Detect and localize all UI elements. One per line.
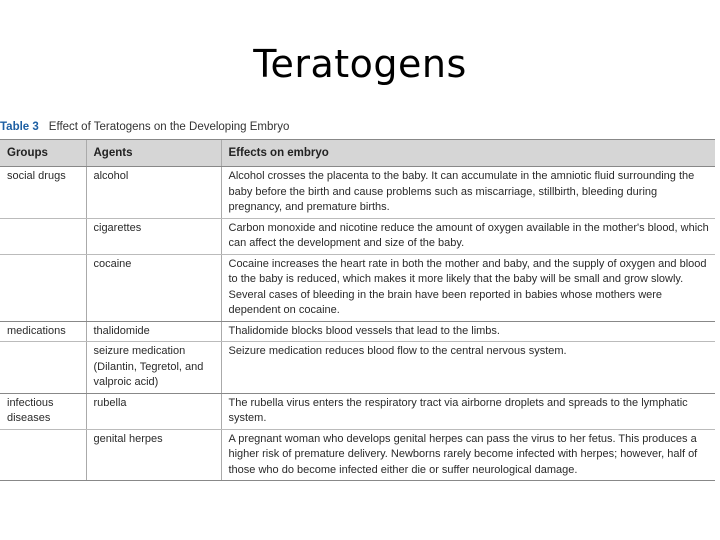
group-cell: [0, 218, 86, 254]
header-agents: Agents: [86, 140, 221, 167]
agent-cell: genital herpes: [86, 429, 221, 481]
agent-cell: rubella: [86, 393, 221, 429]
effect-cell: Cocaine increases the heart rate in both the mother and baby, and the supply of oxygen and blood to the baby is reduced, which makes it more likely that the baby will be small and grow slowly. Several cases of bleeding in the brain have been reported in babies whose mothers were dependent on cocaine.: [221, 254, 715, 321]
table-row: [0, 218, 715, 254]
group-cell: [0, 254, 86, 321]
table-row: [0, 254, 715, 321]
table-caption: [0, 121, 289, 133]
table-row: [0, 342, 715, 394]
group-cell: medications: [0, 321, 86, 342]
effect-cell: A pregnant woman who develops genital herpes can pass the virus to her fetus. This produces a higher risk of premature delivery. Newborns rarely become infected with herpes; however, half of those who do become infected either die or suffer neurological damage.: [221, 429, 715, 481]
table-row: [0, 429, 715, 481]
teratogen-table-container: [0, 139, 715, 481]
teratogen-table: [0, 139, 715, 481]
effect-cell: The rubella virus enters the respiratory tract via airborne droplets and spreads to the lymphatic system.: [221, 393, 715, 429]
table-row: [0, 321, 715, 342]
group-cell: [0, 342, 86, 394]
group-cell: infectious diseases: [0, 393, 86, 429]
effect-cell: Seizure medication reduces blood flow to the central nervous system.: [221, 342, 715, 394]
table-number: Table 3: [0, 121, 39, 133]
group-cell: social drugs: [0, 167, 86, 219]
table-header-row: [0, 140, 715, 167]
slide-title: Teratogens: [253, 42, 467, 86]
table-row: [0, 167, 715, 219]
agent-cell: thalidomide: [86, 321, 221, 342]
table-row: [0, 393, 715, 429]
effect-cell: Carbon monoxide and nicotine reduce the amount of oxygen available in the mother's blood, which can affect the development and size of the baby.: [221, 218, 715, 254]
group-cell: [0, 429, 86, 481]
agent-cell: alcohol: [86, 167, 221, 219]
agent-cell: cigarettes: [86, 218, 221, 254]
table-caption-text: Effect of Teratogens on the Developing Embryo: [48, 121, 290, 133]
agent-cell: cocaine: [86, 254, 221, 321]
effect-cell: Thalidomide blocks blood vessels that lead to the limbs.: [221, 321, 715, 342]
agent-cell: seizure medication (Dilantin, Tegretol, and valproic acid): [86, 342, 221, 394]
effect-cell: Alcohol crosses the placenta to the baby. It can accumulate in the amniotic fluid surrounding the baby before the birth and cause problems such as miscarriage, stillbirth, bleeding during pregnancy, and premature births.: [221, 167, 715, 219]
header-effects: Effects on embryo: [221, 140, 715, 167]
header-groups: Groups: [0, 140, 86, 167]
